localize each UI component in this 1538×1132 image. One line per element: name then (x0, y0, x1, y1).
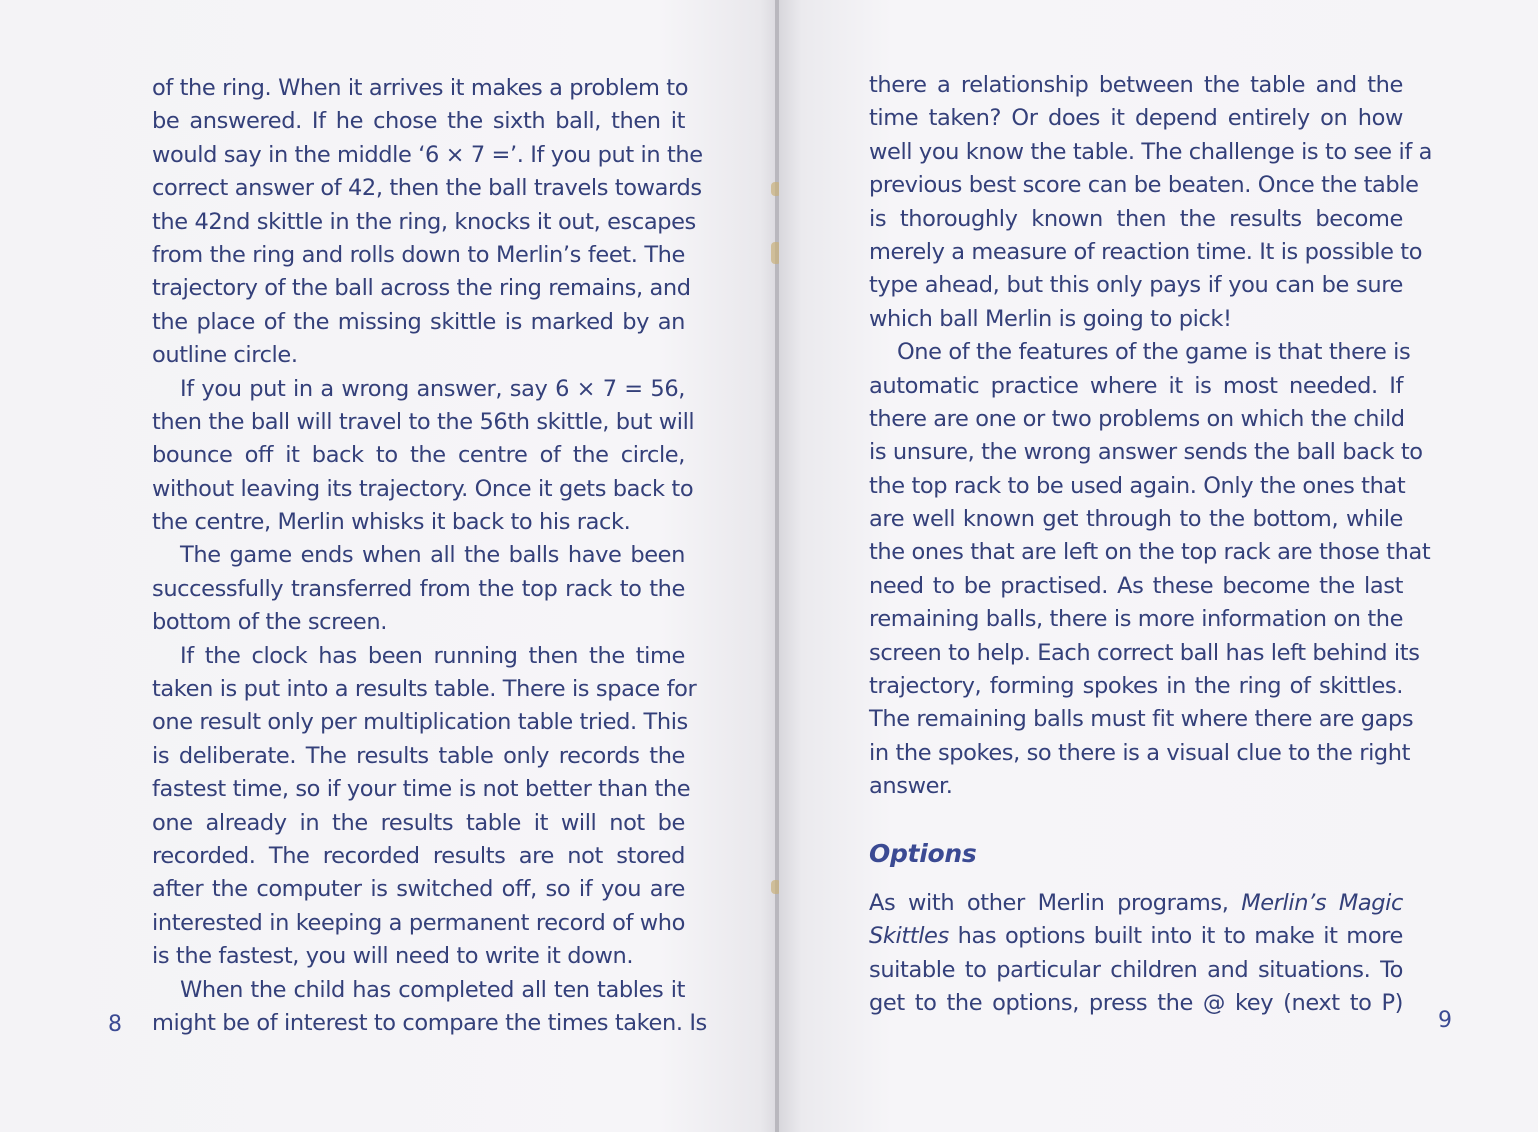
text-line: If you put in a wrong answer, say 6 × 7 = 56, (180, 375, 685, 402)
text-line: fastest time, so if your time is not better than the (152, 776, 691, 803)
text-line: previous best score can be beaten. Once the table (869, 172, 1419, 199)
text-line: are well known get through to the bottom, while (869, 506, 1403, 533)
text-line: successfully transferred from the top rack to the (152, 575, 685, 602)
text-segment: get to the options, press the @ key (next to P) (869, 990, 1403, 1017)
text-line: one already in the results table it will not be (152, 809, 685, 836)
text-line: would say in the middle ‘6 × 7 =’. If you put in the (152, 141, 703, 168)
text-line: one result only per multiplication table tried. This (152, 709, 688, 736)
text-segment: suitable to particular children and situations. To (869, 956, 1403, 983)
options-heading: Options (869, 838, 977, 868)
text-line: correct answer of 42, then the ball travels towards (152, 175, 702, 202)
text-line: If the clock has been running then the time (180, 642, 685, 669)
italic-title: Merlin’s Magic (1241, 889, 1403, 916)
text-line: then the ball will travel to the 56th skittle, but will (152, 408, 695, 435)
text-line: taken is put into a results table. There is space for (152, 676, 697, 703)
text-line: from the ring and rolls down to Merlin’s feet. The (152, 241, 685, 268)
left-page-number: 8 (108, 1012, 122, 1037)
text-line: the top rack to be used again. Only the ones that (869, 472, 1406, 499)
text-line: One of the features of the game is that there is (897, 339, 1411, 366)
text-line: The remaining balls must fit where there are gaps (869, 706, 1414, 733)
text-line: might be of interest to compare the times taken. Is (152, 1009, 707, 1036)
text-line: bottom of the screen. (152, 609, 387, 636)
text-line: trajectory, forming spokes in the ring of skittles. (869, 673, 1403, 700)
text-line: is thoroughly known then the results become (869, 205, 1403, 232)
text-line: there a relationship between the table and the (869, 72, 1403, 98)
text-line: When the child has completed all ten tables it (180, 976, 685, 1003)
text-line: be answered. If he chose the sixth ball, then it (152, 108, 685, 135)
text-line: recorded. The recorded results are not stored (152, 842, 685, 869)
right-page-number: 9 (1438, 1008, 1452, 1033)
text-line: need to be practised. As these become the last (869, 572, 1403, 599)
text-line: after the computer is switched off, so if you are (152, 876, 685, 903)
text-line: the centre, Merlin whisks it back to his rack. (152, 509, 631, 536)
text-line (869, 987, 1403, 1020)
text-line: the 42nd skittle in the ring, knocks it out, escapes (152, 208, 696, 235)
text-segment: As with other Merlin programs, (869, 889, 1242, 916)
text-line: is unsure, the wrong answer sends the ball back to (869, 439, 1423, 466)
text-line: screen to help. Each correct ball has left behind its (869, 639, 1420, 666)
text-line: is the fastest, you will need to write it down. (152, 943, 634, 970)
text-line: bounce off it back to the centre of the circle, (152, 442, 685, 469)
text-line: which ball Merlin is going to pick! (869, 305, 1232, 332)
text-line: interested in keeping a permanent record of who (152, 909, 685, 936)
right-page-body (869, 69, 1433, 1021)
text-line (869, 887, 1403, 920)
text-line: is deliberate. The results table only records the (152, 742, 685, 769)
text-line: there are one or two problems on which the child (869, 405, 1405, 432)
text-line (869, 954, 1403, 987)
text-line: answer. (869, 773, 953, 800)
text-line: in the spokes, so there is a visual clue to the right (869, 739, 1411, 766)
text-line: trajectory of the ball across the ring remains, and (152, 275, 691, 302)
text-line: remaining balls, there is more information on the (869, 606, 1404, 633)
text-line: automatic practice where it is most needed. If (869, 372, 1403, 399)
text-line: well you know the table. The challenge is to see if a (869, 138, 1433, 165)
left-page-body (152, 72, 707, 1040)
text-line: The game ends when all the balls have been (180, 542, 685, 569)
italic-title: Skittles (869, 923, 949, 950)
text-line: the ones that are left on the top rack are those that (869, 539, 1431, 566)
text-line: of the ring. When it arrives it makes a problem to (152, 75, 689, 101)
text-line: outline circle. (152, 342, 298, 369)
text-line: merely a measure of reaction time. It is possible to (869, 238, 1423, 265)
text-line: time taken? Or does it depend entirely on how (869, 105, 1403, 132)
text-segment: has options built into it to make it more (948, 923, 1403, 950)
text-line (869, 920, 1403, 953)
text-line: type ahead, but this only pays if you can be sure (869, 272, 1403, 299)
text-line: without leaving its trajectory. Once it gets back to (152, 475, 694, 502)
text-line: the place of the missing skittle is marked by an (152, 308, 685, 335)
